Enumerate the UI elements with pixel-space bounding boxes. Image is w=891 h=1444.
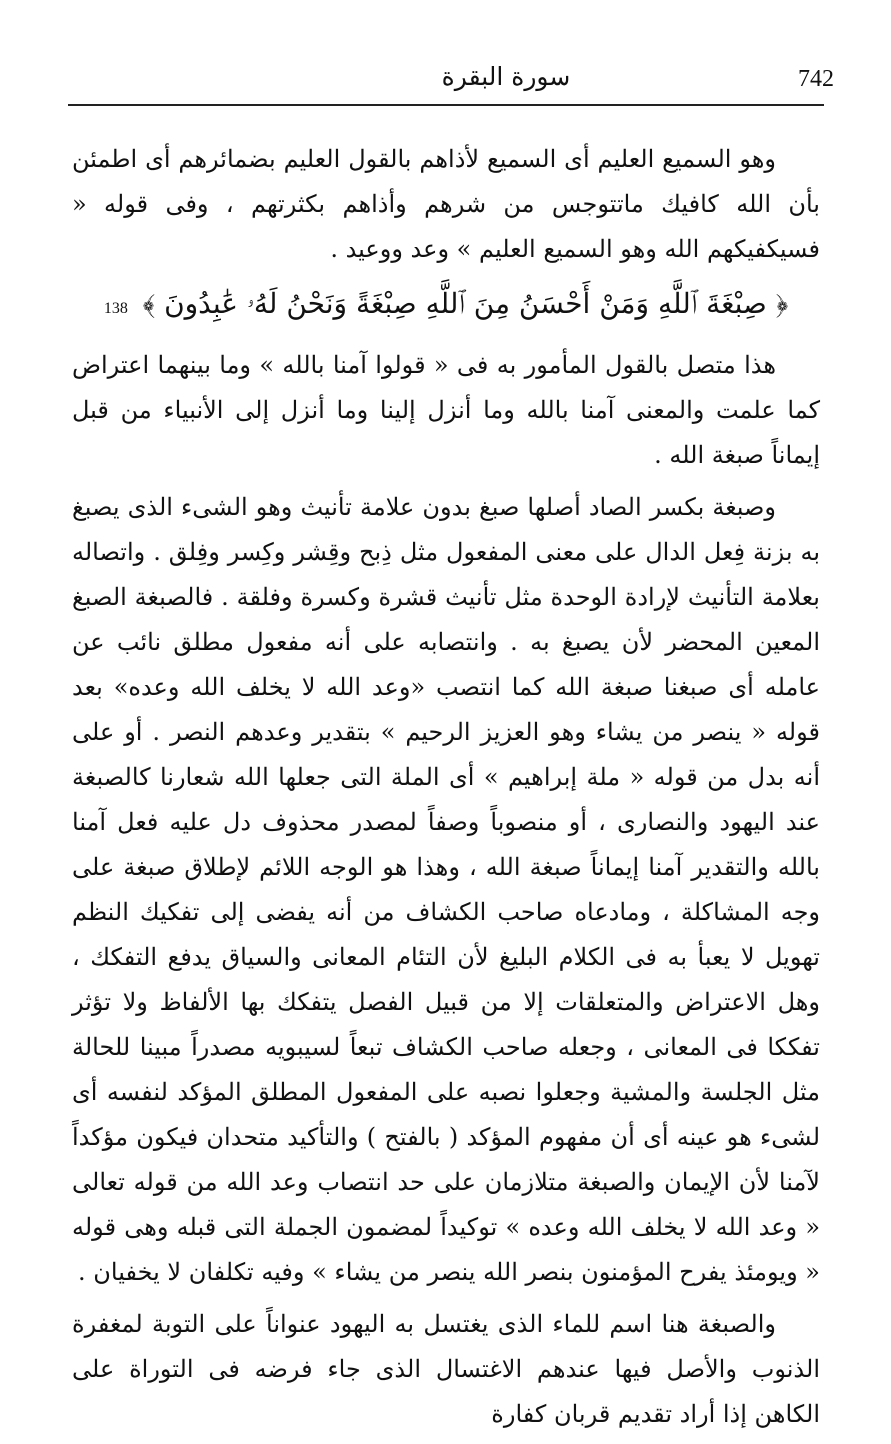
verse-text: ﴿ صِبْغَةَ ٱللَّهِ وَمَنْ أَحْسَنُ مِنَ ٱللَّهِ صِبْغَةً وَنَحْنُ لَهُۥ عَٰبِدُونَ ﴾ <box>142 287 789 320</box>
commentary-paragraph-3: وصبغة بكسر الصاد أصلها صبغ بدون علامة تأنيث وهو الشىء الذى يصبغ به بزنة فِعل الدال على معنى المفعول مثل ذِبح وقِشر وكِسر وفِلق . واتصاله بعلامة التأنيث لإرادة الوحدة مثل تأنيث قشرة وكسرة وفلقة . فالصبغة الصبغ المعين المحضر لأن يصبغ به . وانتصابه على أنه مفعول مطلق نائب عن عامله أى صبغنا صبغة الله كما انتصب «وعد الله لا يخلف الله وعده» بعد قوله « ينصر من يشاء وهو العزيز الرحيم » بتقدير وعدهم النصر . أو على أنه بدل من قوله « ملة إبراهيم » أى الملة التى جعلها الله شعارنا كالصبغة عند اليهود والنصارى ، أو منصوباً وصفاً لمصدر محذوف دل عليه فعل آمنا بالله والتقدير آمنا إيماناً صبغة الله ، وهذا هو الوجه اللائم لإطلاق صبغة على وجه المشاكلة ، ومادعاه صاحب الكشاف من أنه يفضى إلى تفكيك النظم تهويل لا يعبأ به فى الكلام البليغ لأن التئام المعانى والسياق يدفع التفكك ، وهل الاعتراض والمتعلقات إلا من قبيل الفصل يتفكك بها الألفاظ ولا تؤثر تفككا فى المعانى ، وجعله صاحب الكشاف تبعاً لسيبويه مصدراً مبينا للحالة مثل الجلسة والمشية وجعلوا نصبه على المفعول المطلق المؤكد لنفسه أى لشىء هو عينه أى أن مفهوم المؤكد ( بالفتح ) والتأكيد متحدان فيكون مؤكداً لآمنا لأن الإيمان والصبغة متلازمان على حد انتصاب وعد الله من قوله تعالى « وعد الله لا يخلف الله وعده » توكيداً لمضمون الجملة التى قبله وهى قوله « ويومئذ يفرح المؤمنون بنصر الله ينصر من يشاء » وفيه تكلفان لا يخفيان . <box>72 493 821 1286</box>
commentary-paragraph-4: والصبغة هنا اسم للماء الذى يغتسل به اليهود عنواناً على التوبة لمغفرة الذنوب والأصل فيها عندهم الاغتسال الذى جاء فرضه فى التوراة على الكاهن إذا أراد تقديم قربان كفارة <box>72 1310 820 1428</box>
verse-number: 138 <box>103 300 128 317</box>
page-body <box>72 137 820 1444</box>
page-header <box>68 58 834 106</box>
running-title-surah: سورة البقرة <box>441 62 571 91</box>
commentary-paragraph-2: هذا متصل بالقول المأمور به فى « قولوا آمنا بالله » وما بينهما اعتراض كما علمت والمعنى آمنا بالله وما أنزل إلينا وما أنزل إلى الأنبياء من قبل إيماناً صبغة الله . <box>72 351 820 469</box>
page-number: 742 <box>798 66 834 92</box>
header-rule <box>68 104 824 106</box>
quran-verse <box>72 279 820 334</box>
commentary-paragraph-1: وهو السميع العليم أى السميع لأذاهم بالقول العليم بضمائرهم أى اطمئن بأن الله كافيك ماتتوجس من شرهم وأذاهم بكثرتهم ، وفى قوله « فسيكفيكهم الله وهو السميع العليم » وعد ووعيد . <box>72 145 820 263</box>
